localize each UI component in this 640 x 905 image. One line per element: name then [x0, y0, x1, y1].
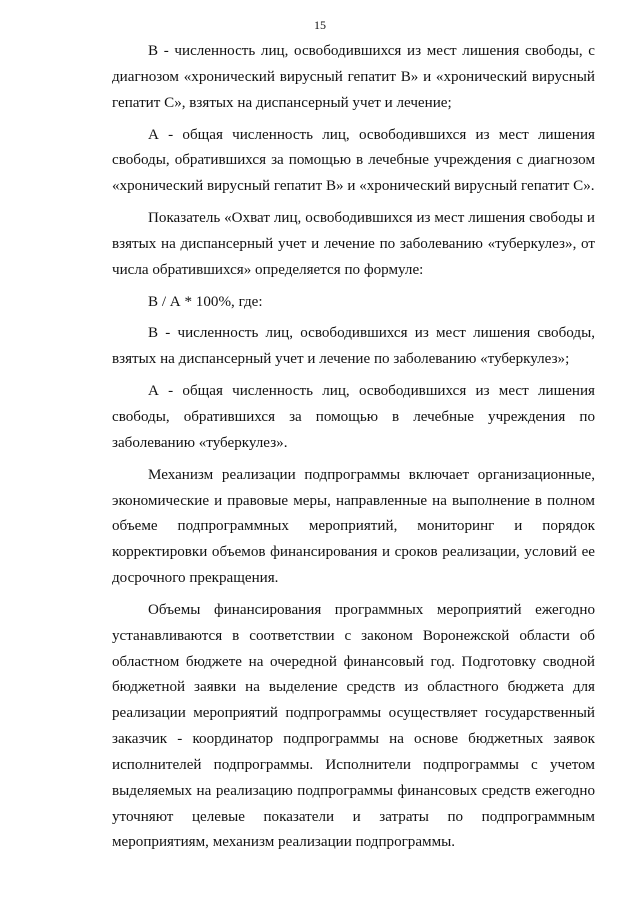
paragraph-a-hepatitis-definition: А - общая численность лиц, освободившихся из мест лишения свободы, обратившихся за помощью в лечебные учреждения с диагнозом «хронический вирусный гепатит В» и «хронический вирусный гепатит С».	[112, 126, 595, 195]
paragraph-formula: В / А * 100%, где:	[148, 293, 263, 310]
paragraph-financing-volumes: Объемы финансирования программных мероприятий ежегодно устанавливаются в соответствии с законом Воронежской области об областном бюджете на очередной финансовый год. Подготовку сводной бюджетной заявки на выделение средств из областного бюджета для реализации мероприятий подпрограммы осуществляет государственный заказчик - координатор подпрограммы на основе бюджетных заявок исполнителей подпрограммы. Исполнители подпрограммы с учетом выделяемых на реализацию подпрограммы финансовых средств ежегодно уточняют целевые показатели и затраты по подпрограммным мероприятиям, механизм реализации подпрограммы.	[112, 601, 595, 851]
paragraph-a-tuberculosis-definition: А - общая численность лиц, освободившихся из мест лишения свободы, обратившихся за помощью в лечебные учреждения по заболеванию «туберкулез».	[112, 383, 595, 451]
paragraph-implementation-mechanism: Механизм реализации подпрограммы включает организационные, экономические и правовые меры, направленные на выполнение в полном объеме подпрограммных мероприятий, мониторинг и порядок корректировки объемов финансирования и сроков реализации, условий ее досрочного прекращения.	[112, 466, 595, 587]
paragraph-b-tuberculosis-definition: В - численность лиц, освободившихся из мест лишения свободы, взятых на диспансерный учет и лечение по заболеванию «туберкулез»;	[112, 325, 595, 368]
document-body	[112, 39, 595, 856]
page-number: 15	[314, 18, 326, 32]
paragraph-b-hepatitis-definition: В - численность лиц, освободившихся из мест лишения свободы, с диагнозом «хронический вирусный гепатит В» и «хронический вирусный гепатит С», взятых на диспансерный учет и лечение;	[112, 43, 595, 111]
paragraph-tuberculosis-indicator: Показатель «Охват лиц, освободившихся из мест лишения свободы и взятых на диспансерный учет и лечение по заболеванию «туберкулез», от числа обратившихся» определяется по формуле:	[112, 210, 595, 278]
